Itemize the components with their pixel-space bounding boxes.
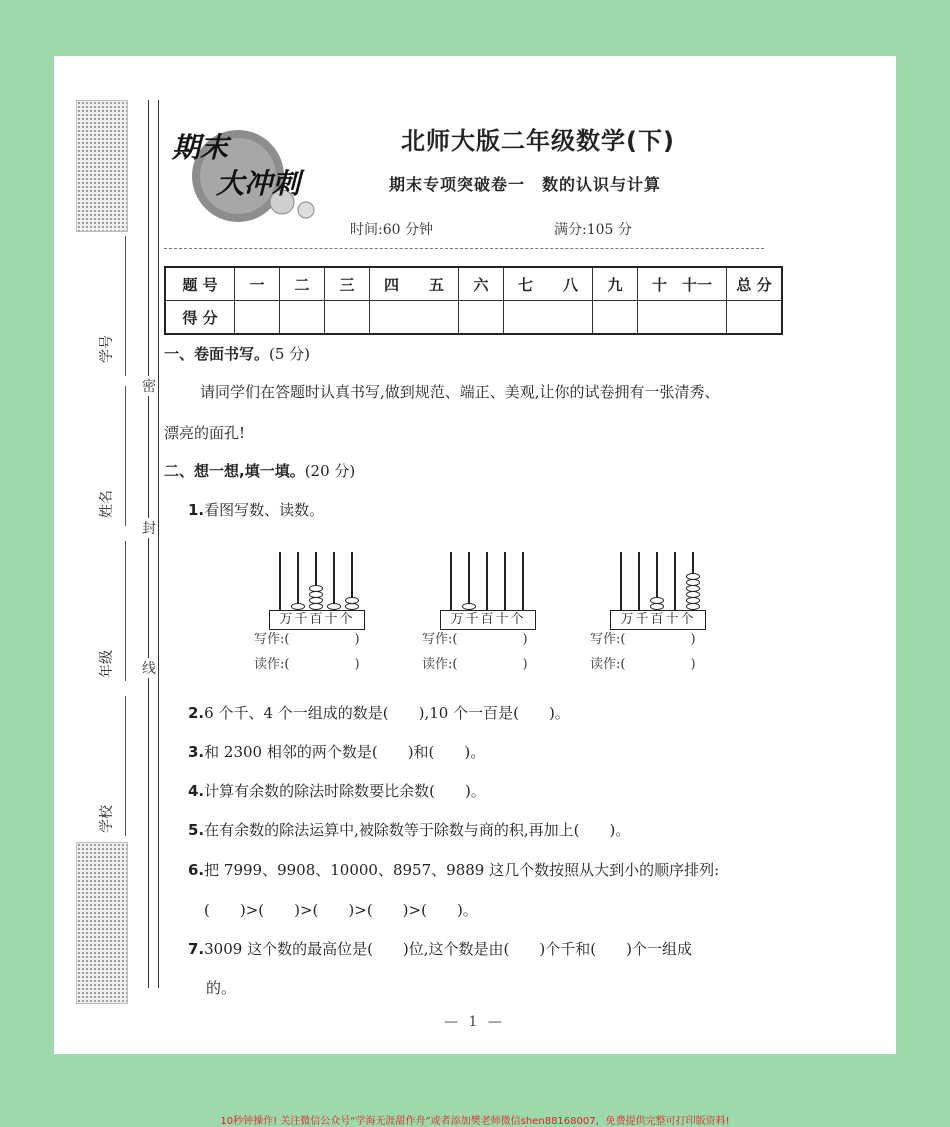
blank-grade	[125, 541, 126, 681]
question-2	[188, 702, 570, 723]
section-1-text-line-2: 漂亮的面孔!	[164, 424, 246, 442]
score-table-score-row	[165, 301, 782, 335]
abacus-bead	[309, 603, 323, 610]
score-cell[interactable]	[325, 301, 370, 335]
label-school: 学校	[99, 805, 115, 833]
abacus-rod	[638, 552, 640, 612]
abacus-2-write[interactable]: 写作:( )	[422, 632, 528, 647]
section-2-points: (20 分)	[304, 462, 356, 480]
question-7-number: 7.	[188, 940, 205, 958]
score-cell[interactable]	[727, 301, 783, 335]
score-row-label: 得 分	[165, 301, 235, 335]
abacus-bead	[686, 603, 700, 610]
score-header-cell: 二	[280, 267, 325, 301]
question-7	[188, 938, 692, 959]
score-cell[interactable]	[504, 301, 593, 335]
time-limit: 时间:60 分钟	[350, 222, 433, 238]
label-grade: 年级	[99, 650, 115, 678]
score-header-cell: 题 号	[165, 267, 235, 301]
section-1-points: (5 分)	[269, 345, 311, 363]
question-1-text: 看图写数、读数。	[204, 501, 325, 519]
question-2-text: 6 个千、4 个一组成的数是( ),10 个一百是( )。	[204, 704, 570, 722]
logo	[172, 118, 322, 228]
score-header-cell: 总 分	[727, 267, 783, 301]
binding-line-outer	[148, 100, 149, 988]
section-1-text-line-1: 请同学们在答题时认真书写,做到规范、端正、美观,让你的试卷拥有一张清秀、	[200, 383, 720, 401]
question-6	[188, 859, 719, 880]
abacus-bead	[345, 597, 359, 604]
score-header-cell: 三	[325, 267, 370, 301]
full-score: 满分:105 分	[554, 222, 632, 238]
abacus-bead	[686, 585, 700, 592]
abacus-bead	[686, 579, 700, 586]
score-cell[interactable]	[593, 301, 638, 335]
footer-notice: 10秒钟操作! 关注微信公众号“学海无涯甜作舟”或者添加樊老师微信shen88168007，免费提供完整可打印版资料!	[220, 1116, 730, 1127]
question-7-continuation: 的。	[206, 979, 237, 997]
abacus-rod	[620, 552, 622, 612]
exam-paper	[54, 56, 896, 1054]
question-6-text: 把 7999、9908、10000、8957、9889 这几个数按照从大到小的顺序排列:	[204, 861, 720, 879]
page-subtitle: 期末专项突破卷一 数的认识与计算	[389, 175, 662, 194]
blank-school	[125, 696, 126, 836]
abacus-bead	[686, 573, 700, 580]
question-5-number: 5.	[188, 821, 205, 839]
abacus-3	[610, 552, 706, 632]
abacus-bead	[327, 603, 341, 610]
score-table-header-row	[165, 267, 782, 301]
blank-student-id	[125, 236, 126, 376]
abacus-bead	[309, 591, 323, 598]
logo-text-1: 期末	[172, 131, 229, 164]
abacus-1-read[interactable]: 读作:( )	[254, 657, 360, 672]
abacus-rod	[279, 552, 281, 612]
score-cell[interactable]	[280, 301, 325, 335]
score-cell[interactable]	[638, 301, 727, 335]
seal-mi: 密	[142, 376, 156, 396]
section-1-title: 一、卷面书写。	[164, 345, 270, 363]
question-4-number: 4.	[188, 782, 205, 800]
abacus-2-read[interactable]: 读作:( )	[422, 657, 528, 672]
score-header-cell: 四 五	[370, 267, 459, 301]
question-6-number: 6.	[188, 861, 205, 879]
hatch-pattern-top	[76, 100, 128, 232]
question-3-text: 和 2300 相邻的两个数是( )和( )。	[204, 743, 486, 761]
section-2-title: 二、想一想,填一填。	[164, 462, 305, 480]
question-5-text: 在有余数的除法运算中,被除数等于除数与商的积,再加上( )。	[204, 821, 631, 839]
abacus-bead	[345, 603, 359, 610]
binding-line-inner	[158, 100, 159, 988]
question-7-text: 3009 这个数的最高位是( )位,这个数是由( )个千和( )个一组成	[204, 940, 692, 958]
seal-xian: 线	[142, 658, 156, 678]
abacus-3-write[interactable]: 写作:( )	[590, 632, 696, 647]
abacus-2	[440, 552, 536, 632]
section-1-heading	[164, 343, 310, 364]
abacus-rod	[522, 552, 524, 612]
section-2-heading	[164, 460, 355, 481]
question-4-text: 计算有余数的除法时除数要比余数( )。	[204, 782, 486, 800]
page-number: — 1 —	[444, 1014, 505, 1030]
abacus-bead	[462, 603, 476, 610]
abacus-bead	[686, 591, 700, 598]
abacus-rod	[450, 552, 452, 612]
score-header-cell: 七 八	[504, 267, 593, 301]
question-2-number: 2.	[188, 704, 205, 722]
question-3-number: 3.	[188, 743, 205, 761]
abacus-3-read[interactable]: 读作:( )	[590, 657, 696, 672]
score-cell[interactable]	[235, 301, 280, 335]
score-header-cell: 六	[459, 267, 504, 301]
dashed-divider	[164, 248, 764, 249]
label-student-id: 学号	[99, 335, 115, 363]
label-name: 姓名	[99, 490, 115, 518]
logo-text-2: 大冲刺	[216, 167, 301, 200]
seal-feng: 封	[142, 518, 156, 538]
question-5	[188, 819, 630, 840]
abacus-bead	[686, 597, 700, 604]
abacus-place-labels: 万千百十个	[269, 610, 365, 630]
score-cell[interactable]	[459, 301, 504, 335]
score-header-cell: 十 十一	[638, 267, 727, 301]
question-4	[188, 780, 486, 801]
abacus-bead	[650, 603, 664, 610]
question-6-blanks[interactable]: ( )>( )>( )>( )>( )。	[204, 901, 478, 919]
abacus-bead	[291, 603, 305, 610]
question-1	[188, 499, 324, 520]
score-header-cell: 九	[593, 267, 638, 301]
blank-name	[125, 386, 126, 526]
abacus-1-write[interactable]: 写作:( )	[254, 632, 360, 647]
abacus-place-labels: 万千百十个	[440, 610, 536, 630]
score-header-cell: 一	[235, 267, 280, 301]
question-1-number: 1.	[188, 501, 205, 519]
score-cell[interactable]	[370, 301, 459, 335]
question-3	[188, 741, 485, 762]
abacus-rod	[504, 552, 506, 612]
abacus-1	[269, 552, 365, 632]
abacus-rod	[486, 552, 488, 612]
abacus-place-labels: 万千百十个	[610, 610, 706, 630]
page-title: 北师大版二年级数学(下)	[401, 127, 675, 155]
abacus-rod	[674, 552, 676, 612]
hatch-pattern-bottom	[76, 842, 128, 1004]
score-table	[164, 266, 783, 335]
abacus-bead	[309, 597, 323, 604]
abacus-bead	[309, 585, 323, 592]
abacus-bead	[650, 597, 664, 604]
